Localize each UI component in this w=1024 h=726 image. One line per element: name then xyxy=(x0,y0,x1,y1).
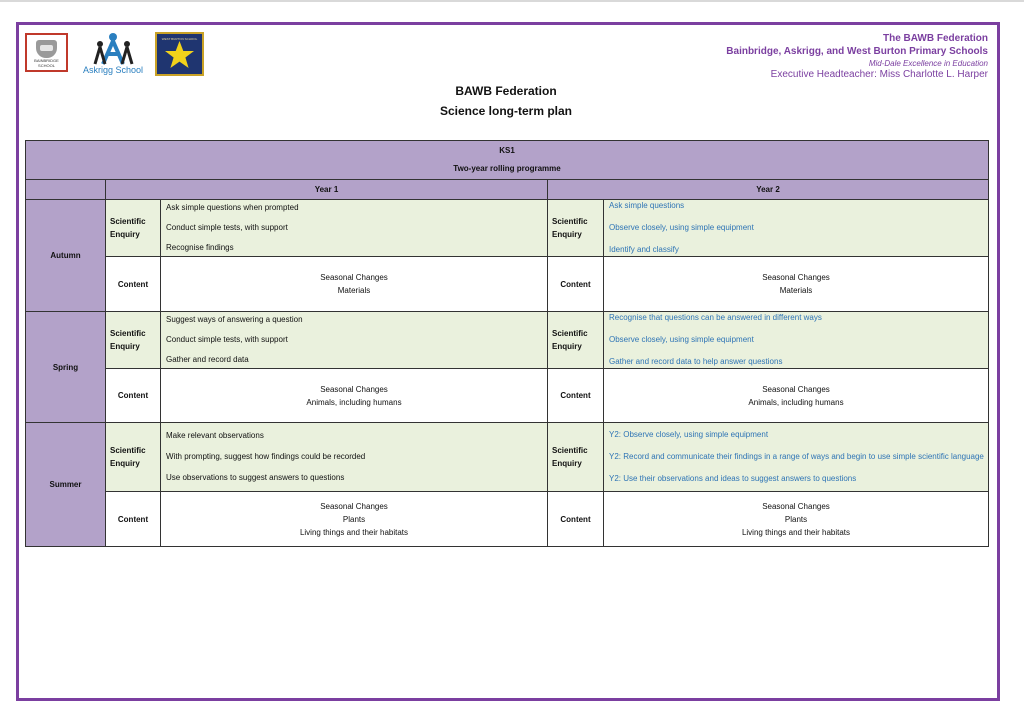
document-title: BAWB Federation xyxy=(455,84,557,98)
west-burton-school-logo xyxy=(155,32,204,76)
y1-enquiry-cell xyxy=(161,200,548,257)
list-item: Use observations to suggest answers to questions xyxy=(166,473,345,482)
y1-content-cell xyxy=(161,257,548,312)
list-item: Seasonal Changes xyxy=(320,273,388,282)
list-item: Conduct simple tests, with support xyxy=(166,335,288,344)
federation-header xyxy=(726,32,988,81)
list-item: Observe closely, using simple equipment xyxy=(609,223,754,232)
y2-enquiry-cell xyxy=(604,312,989,369)
season-summer: Summer xyxy=(26,423,106,547)
list-item: Identify and classify xyxy=(609,245,679,254)
key-stage-label: KS1 xyxy=(499,146,515,155)
y2-enquiry-cell xyxy=(604,423,989,492)
bainbridge-school-logo xyxy=(25,33,68,72)
table-row xyxy=(26,423,989,492)
list-item: Materials xyxy=(337,286,371,295)
list-item: Conduct simple tests, with support xyxy=(166,223,288,232)
list-item: Materials xyxy=(779,286,813,295)
list-item: Seasonal Changes xyxy=(320,384,388,394)
y1-content-cell xyxy=(161,369,548,423)
list-item: Gather and record data to help answer questions xyxy=(609,357,783,366)
table-row xyxy=(26,200,989,257)
enquiry-label: Scientific Enquiry xyxy=(106,200,161,257)
enquiry-label: Scientific Enquiry xyxy=(548,200,604,257)
list-item: Ask simple questions xyxy=(609,201,685,210)
list-item: Suggest ways of answering a question xyxy=(166,315,303,324)
children-figures-icon xyxy=(92,32,134,66)
headteacher-line: Executive Headteacher: Miss Charlotte L. Harper xyxy=(770,69,988,80)
list-item: Plants xyxy=(784,514,808,524)
table-row xyxy=(26,492,989,547)
content-label: Content xyxy=(106,492,161,547)
top-rule xyxy=(0,0,1024,2)
key-stage-header xyxy=(26,141,989,180)
logo-ring-text: WEST BURTON SCHOOL xyxy=(161,37,198,41)
season-spring: Spring xyxy=(26,312,106,423)
table-header-row xyxy=(26,141,989,180)
list-item: Recognise that questions can be answered in different ways xyxy=(609,313,822,322)
y2-enquiry-cell xyxy=(604,200,989,257)
list-item: Animals, including humans xyxy=(306,397,402,407)
list-item: Seasonal Changes xyxy=(320,501,388,511)
crest-icon xyxy=(36,40,57,58)
year2-header: Year 2 xyxy=(548,180,989,200)
table-row xyxy=(26,257,989,312)
list-item: Y2: Observe closely, using simple equipment xyxy=(609,430,769,439)
corner-cell xyxy=(26,180,106,200)
science-plan-table xyxy=(25,140,989,547)
season-autumn: Autumn xyxy=(26,200,106,312)
askrigg-school-logo xyxy=(80,32,146,76)
enquiry-label: Scientific Enquiry xyxy=(548,423,604,492)
logo-text: BAINBRIDGE SCHOOL xyxy=(34,58,59,68)
enquiry-label: Scientific Enquiry xyxy=(548,312,604,369)
table-row xyxy=(26,312,989,369)
document-subtitle: Science long-term plan xyxy=(439,104,573,118)
list-item: Make relevant observations xyxy=(166,431,264,440)
schools-line: Bainbridge, Askrigg, and West Burton Primary Schools xyxy=(726,46,988,57)
y2-content-cell xyxy=(604,257,989,312)
list-item: Seasonal Changes xyxy=(762,501,830,511)
content-label: Content xyxy=(548,369,604,423)
table-row xyxy=(26,369,989,423)
list-item: Y2: Record and communicate their findings in a range of ways and begin to use simple scientific language xyxy=(609,452,984,461)
list-item: With prompting, suggest how findings could be recorded xyxy=(166,452,366,461)
list-item: Y2: Use their observations and ideas to suggest answers to questions xyxy=(609,474,857,483)
list-item: Plants xyxy=(342,514,366,524)
list-item: Animals, including humans xyxy=(748,397,844,407)
content-label: Content xyxy=(548,492,604,547)
year1-header: Year 1 xyxy=(106,180,548,200)
star-icon xyxy=(163,38,196,71)
y2-content-cell xyxy=(604,369,989,423)
enquiry-label: Scientific Enquiry xyxy=(106,423,161,492)
content-label: Content xyxy=(106,257,161,312)
list-item: Recognise findings xyxy=(166,243,234,252)
y2-content-cell xyxy=(604,492,989,547)
y1-content-cell xyxy=(161,492,548,547)
y1-enquiry-cell xyxy=(161,312,548,369)
y1-enquiry-cell xyxy=(161,423,548,492)
list-item: Seasonal Changes xyxy=(762,384,830,394)
list-item: Observe closely, using simple equipment xyxy=(609,335,754,344)
year-header-row xyxy=(26,180,989,200)
programme-label: Two-year rolling programme xyxy=(453,164,561,173)
federation-name: The BAWB Federation xyxy=(882,33,988,44)
askrigg-logo-text: Askrigg School xyxy=(82,65,144,75)
list-item: Gather and record data xyxy=(166,355,249,364)
content-label: Content xyxy=(106,369,161,423)
list-item: Ask simple questions when prompted xyxy=(166,203,299,212)
list-item: Seasonal Changes xyxy=(762,273,830,282)
motto: Mid-Dale Excellence in Education xyxy=(868,59,988,68)
content-label: Content xyxy=(548,257,604,312)
list-item: Living things and their habitats xyxy=(741,527,851,537)
list-item: Living things and their habitats xyxy=(299,527,409,537)
enquiry-label: Scientific Enquiry xyxy=(106,312,161,369)
